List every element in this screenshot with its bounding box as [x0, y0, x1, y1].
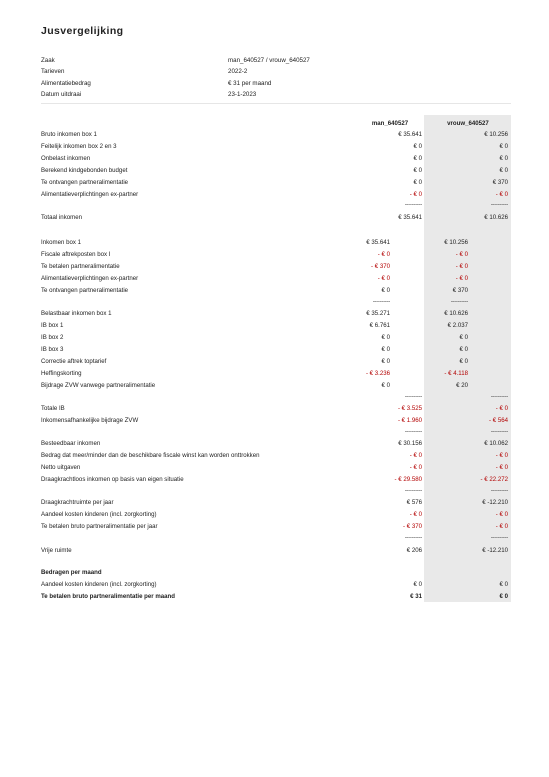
row-label: Te betalen partneralimentatie	[41, 263, 120, 270]
row-label: Inkomensafhankelijke bijdrage ZVW	[41, 417, 139, 424]
value-man: € 0	[413, 167, 422, 174]
row-label: Belastbaar inkomen box 1	[41, 310, 112, 317]
row-label: Aandeel kosten kinderen (incl. zorgkorting)	[41, 511, 157, 518]
value-vrouw: € 20	[456, 382, 468, 389]
value-man: € 0	[413, 155, 422, 162]
meta-value: 23-1-2023	[228, 91, 257, 99]
value-man: € 0	[413, 143, 422, 150]
table-row	[41, 212, 511, 223]
value-man: € 576	[406, 499, 422, 506]
value-man: - € 0	[409, 452, 422, 459]
value-man: € 0	[381, 358, 390, 365]
value-vrouw: € 370	[452, 287, 468, 294]
table-row	[41, 438, 511, 449]
table-row	[41, 261, 511, 272]
row-label: Totaal inkomen	[41, 214, 82, 221]
table-row	[41, 579, 511, 590]
value-vrouw: € 0	[499, 593, 508, 600]
dash-man: ----------	[404, 428, 422, 435]
meta-key: Datum uitdraai	[41, 91, 82, 99]
value-man: € 206	[406, 547, 422, 554]
value-vrouw: € 2.037	[447, 322, 468, 329]
meta-row	[41, 66, 511, 77]
value-vrouw: - € 0	[495, 464, 508, 471]
row-label: Alimentatieverplichtingen ex-partner	[41, 275, 139, 282]
table-row	[41, 285, 511, 296]
row-label: Besteedbaar inkomen	[41, 440, 101, 447]
row-label: Fiscale aftrekposten box I	[41, 251, 111, 258]
row-label: Aandeel kosten kinderen (incl. zorgkorting)	[41, 581, 157, 588]
table-row	[41, 368, 511, 379]
row-label: Onbelast inkomen	[41, 155, 91, 162]
table-row	[41, 462, 511, 473]
header-col-vrouw: vrouw_640527	[447, 120, 489, 127]
meta-row	[41, 89, 511, 100]
row-label: IB box 1	[41, 322, 64, 329]
table-header	[41, 118, 511, 129]
row-label: Te ontvangen partneralimentatie	[41, 179, 129, 186]
table-row	[41, 403, 511, 414]
value-vrouw: - € 22.272	[480, 476, 508, 483]
dash-vrouw: ----------	[490, 428, 508, 435]
dash-man: ----------	[404, 393, 422, 400]
value-vrouw: - € 0	[495, 511, 508, 518]
value-man: € 30.156	[398, 440, 422, 447]
meta-block	[41, 55, 511, 101]
row-label: Te betalen bruto partneralimentatie per maand	[41, 593, 175, 600]
value-man: € 0	[413, 179, 422, 186]
row-label: Draagkrachtruimte per jaar	[41, 499, 114, 506]
value-vrouw: - € 564	[489, 417, 508, 424]
value-man: € 0	[381, 287, 390, 294]
row-label: Alimentatieverplichtingen ex-partner	[41, 191, 139, 198]
table-row	[41, 509, 511, 520]
dash-vrouw: ----------	[450, 298, 468, 305]
row-label: Correctie aftrek toptarief	[41, 358, 107, 365]
dash-vrouw: ----------	[490, 487, 508, 494]
value-vrouw: € -12.210	[482, 547, 508, 554]
subtotal-line	[41, 199, 511, 210]
value-vrouw: € 10.062	[484, 440, 508, 447]
page-title: Jusvergelijking	[41, 25, 124, 37]
row-label: Bijdrage ZVW vanwege partneralimentatie	[41, 382, 156, 389]
value-man: - € 3.236	[365, 370, 390, 377]
table-row	[41, 380, 511, 391]
value-man: - € 0	[377, 251, 390, 258]
row-label: IB box 3	[41, 346, 64, 353]
table-row	[41, 308, 511, 319]
value-man: - € 29.580	[394, 476, 422, 483]
value-man: - € 0	[409, 511, 422, 518]
dash-man: ----------	[404, 534, 422, 541]
dash-vrouw: ----------	[490, 201, 508, 208]
value-man: € 0	[413, 581, 422, 588]
value-vrouw: - € 0	[495, 405, 508, 412]
section-title: Bedragen per maand	[41, 569, 102, 576]
value-vrouw: - € 0	[455, 263, 468, 270]
meta-key: Tarieven	[41, 68, 65, 76]
table-row	[41, 249, 511, 260]
table-row	[41, 474, 511, 485]
value-vrouw: € 0	[499, 581, 508, 588]
value-vrouw: € 370	[492, 179, 508, 186]
value-man: - € 1.960	[397, 417, 422, 424]
table-row	[41, 497, 511, 508]
value-man: € 0	[381, 334, 390, 341]
table-row	[41, 545, 511, 556]
dash-vrouw: ----------	[490, 393, 508, 400]
value-man: - € 370	[371, 263, 390, 270]
value-vrouw: - € 0	[455, 251, 468, 258]
value-man: € 35.641	[366, 239, 390, 246]
table-row	[41, 332, 511, 343]
meta-row	[41, 78, 511, 89]
value-man: - € 370	[403, 523, 422, 530]
row-label: Berekend kindgebonden budget	[41, 167, 128, 174]
table-row	[41, 165, 511, 176]
value-vrouw: € 0	[459, 358, 468, 365]
value-man: - € 3.525	[397, 405, 422, 412]
value-vrouw: € 0	[459, 334, 468, 341]
value-vrouw: € 10.626	[444, 310, 468, 317]
row-label: Netto uitgaven	[41, 464, 81, 471]
subtotal-line	[41, 426, 511, 437]
value-man: € 0	[381, 346, 390, 353]
row-label: Feitelijk inkomen box 2 en 3	[41, 143, 117, 150]
meta-value: € 31 per maand	[228, 79, 272, 87]
header-col-man: man_640527	[371, 120, 409, 127]
value-vrouw: - € 0	[495, 191, 508, 198]
table-row	[41, 129, 511, 140]
dash-man: ----------	[404, 487, 422, 494]
value-man: € 35.271	[366, 310, 390, 317]
dash-man: ----------	[404, 201, 422, 208]
value-vrouw: - € 0	[495, 452, 508, 459]
value-man: - € 0	[377, 275, 390, 282]
table-row	[41, 344, 511, 355]
table-row	[41, 237, 511, 248]
value-man: - € 0	[409, 191, 422, 198]
value-vrouw: € 0	[459, 346, 468, 353]
table-row	[41, 273, 511, 284]
value-vrouw: € -12.210	[482, 499, 508, 506]
value-vrouw: € 0	[499, 155, 508, 162]
value-vrouw: € 10.256	[484, 131, 508, 138]
row-label: Heffingskorting	[41, 370, 82, 377]
table-row	[41, 415, 511, 426]
value-vrouw: € 10.256	[444, 239, 468, 246]
value-vrouw: € 0	[499, 143, 508, 150]
value-man: € 6.761	[369, 322, 390, 329]
table-row	[41, 177, 511, 188]
value-vrouw: - € 4.118	[444, 370, 468, 377]
table-row-total	[41, 591, 511, 602]
row-label: Te betalen bruto partneralimentatie per jaar	[41, 523, 158, 530]
row-label: Totale IB	[41, 405, 65, 412]
dash-vrouw: ----------	[490, 534, 508, 541]
row-label: Vrije ruimte	[41, 547, 72, 554]
row-label: IB box 2	[41, 334, 64, 341]
meta-value: 2022-2	[228, 68, 248, 76]
value-vrouw: € 10.626	[484, 214, 508, 221]
subtotal-line	[41, 485, 511, 496]
meta-key: Alimentatiebedrag	[41, 79, 91, 87]
meta-row	[41, 55, 511, 66]
value-man: - € 0	[409, 464, 422, 471]
row-label: Bedrag dat meer/minder dan de beschikbare fiscale winst kan worden onttrokken	[41, 452, 260, 459]
table-row	[41, 320, 511, 331]
table-row	[41, 450, 511, 461]
value-vrouw: - € 0	[455, 275, 468, 282]
subtotal-line	[41, 532, 511, 543]
value-man: € 35.641	[398, 214, 422, 221]
row-label: Te ontvangen partneralimentatie	[41, 287, 129, 294]
value-man: € 0	[381, 382, 390, 389]
dash-man: ----------	[372, 298, 390, 305]
row-label: Bruto inkomen box 1	[41, 131, 97, 138]
divider	[41, 103, 511, 104]
table-row	[41, 153, 511, 164]
value-man: € 35.641	[398, 131, 422, 138]
subtotal-line	[41, 391, 511, 402]
meta-value: man_640527 / vrouw_640527	[228, 57, 310, 64]
table-row	[41, 141, 511, 152]
subtotal-line	[41, 296, 511, 307]
meta-key: Zaak	[41, 57, 55, 64]
value-vrouw: - € 0	[495, 523, 508, 530]
table-row	[41, 521, 511, 532]
value-vrouw: € 0	[499, 167, 508, 174]
value-man: € 31	[410, 593, 422, 600]
table-row	[41, 356, 511, 367]
row-label: Inkomen box 1	[41, 239, 81, 246]
row-label: Draagkrachtloos inkomen op basis van eigen situatie	[41, 476, 184, 483]
section-heading	[41, 567, 511, 578]
